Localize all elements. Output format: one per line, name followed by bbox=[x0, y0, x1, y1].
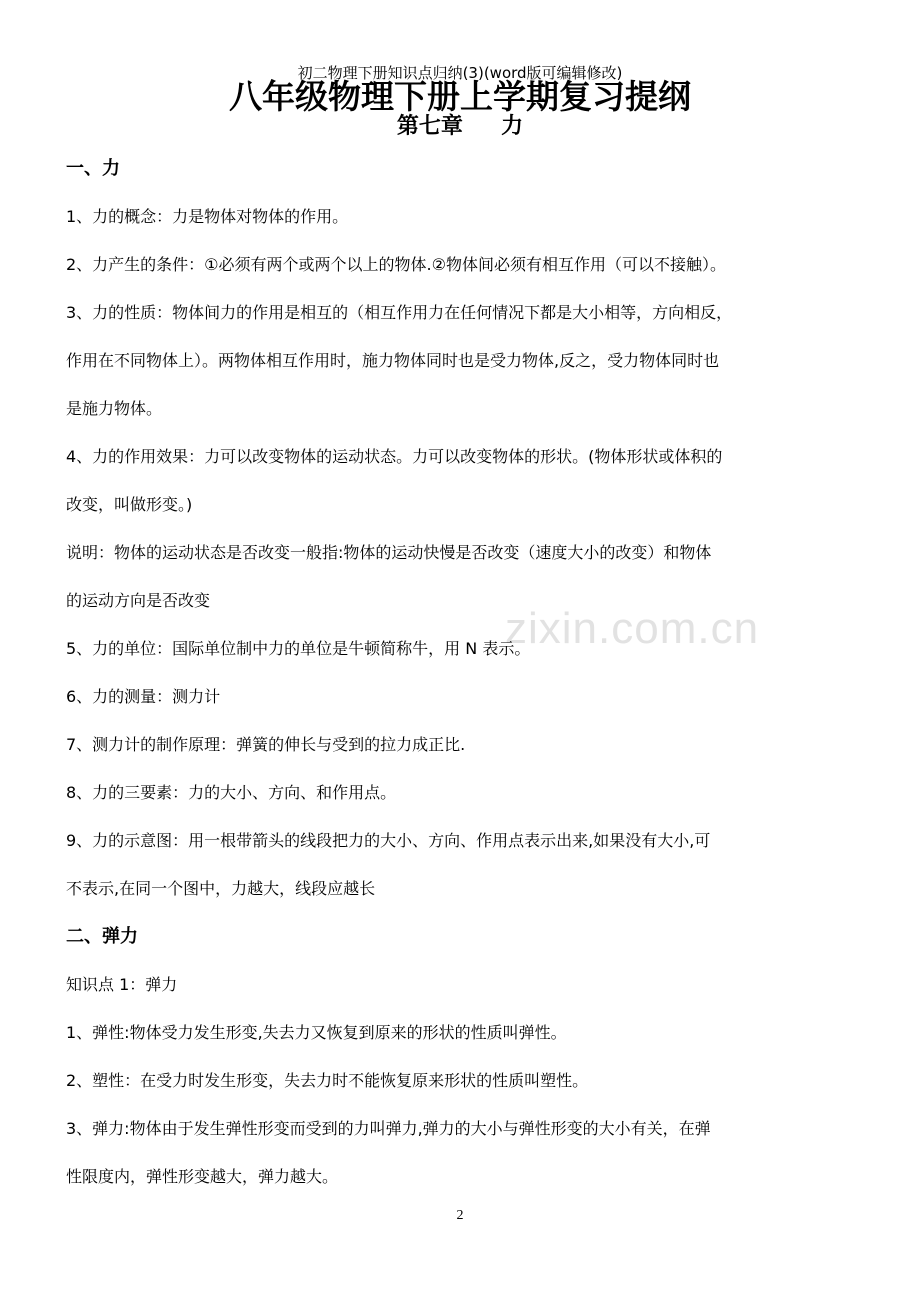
paragraph bbox=[66, 193, 858, 241]
paragraph-line: 4、力的作用效果：力可以改变物体的运动状态。力可以改变物体的形状。(物体形状或体积的 bbox=[66, 447, 723, 466]
paragraph bbox=[66, 673, 858, 721]
paragraph-line: 1、力的概念：力是物体对物体的作用。 bbox=[66, 207, 349, 226]
document-body bbox=[66, 145, 858, 1201]
paragraph-line: 改变，叫做形变。) bbox=[66, 495, 193, 514]
watermark-text: zixin.com.cn bbox=[505, 604, 760, 653]
paragraph-line: 性限度内，弹性形变越大，弹力越大。 bbox=[66, 1167, 339, 1186]
paragraph bbox=[66, 1105, 858, 1201]
paragraph-line: 5、力的单位：国际单位制中力的单位是牛顿简称牛，用 N 表示。 bbox=[66, 639, 531, 658]
paragraph-line: 2、塑性：在受力时发生形变，失去力时不能恢复原来形状的性质叫塑性。 bbox=[66, 1071, 589, 1090]
paragraph bbox=[66, 529, 858, 625]
paragraph-line: 说明：物体的运动状态是否改变一般指:物体的运动快慢是否改变（速度大小的改变）和物体 bbox=[66, 543, 712, 562]
paragraph-line: 不表示,在同一个图中，力越大，线段应越长 bbox=[66, 879, 376, 898]
paragraph-line: 3、弹力:物体由于发生弹性形变而受到的力叫弹力,弹力的大小与弹性形变的大小有关，在弹 bbox=[66, 1119, 711, 1138]
paragraph bbox=[66, 289, 858, 433]
paragraph-line: 是施力物体。 bbox=[66, 399, 163, 418]
paragraph-line: 9、力的示意图：用一根带箭头的线段把力的大小、方向、作用点表示出来,如果没有大小,可 bbox=[66, 831, 711, 850]
section-heading: 一、力 bbox=[66, 158, 120, 179]
paragraph-line: 知识点 1：弹力 bbox=[66, 975, 178, 994]
paragraph-line: 3、力的性质：物体间力的作用是相互的（相互作用力在任何情况下都是大小相等，方向相反， bbox=[66, 303, 733, 322]
paragraph bbox=[66, 1009, 858, 1057]
paragraph bbox=[66, 961, 858, 1009]
paragraph bbox=[66, 625, 858, 673]
paragraph bbox=[66, 721, 858, 769]
paragraph-line: 的运动方向是否改变 bbox=[66, 591, 211, 610]
paragraph bbox=[66, 1057, 858, 1105]
chapter-title: 第七章 力 bbox=[396, 114, 524, 139]
paragraph-line: 1、弹性:物体受力发生形变,失去力又恢复到原来的形状的性质叫弹性。 bbox=[66, 1023, 567, 1042]
file-title: 初二物理下册知识点归纳(3)(word版可编辑修改) bbox=[297, 64, 623, 82]
paragraph bbox=[66, 817, 858, 913]
paragraph-line: 8、力的三要素：力的大小、方向、和作用点。 bbox=[66, 783, 397, 802]
section-heading: 二、弹力 bbox=[66, 926, 138, 947]
paragraph-line: 7、测力计的制作原理：弹簧的伸长与受到的拉力成正比. bbox=[66, 735, 466, 754]
paragraph bbox=[66, 433, 858, 529]
paragraph-line: 2、力产生的条件：①必须有两个或两个以上的物体.②物体间必须有相互作用（可以不接触）。 bbox=[66, 255, 726, 274]
paragraph bbox=[66, 769, 858, 817]
paragraph-line: 作用在不同物体上）。两物体相互作用时，施力物体同时也是受力物体,反之，受力物体同时也 bbox=[66, 351, 720, 370]
paragraph-line: 6、力的测量：测力计 bbox=[66, 687, 221, 706]
page-number: 2 bbox=[456, 1208, 464, 1223]
paragraph bbox=[66, 241, 858, 289]
document-title: 八年级物理下册上学期复习提纲 bbox=[229, 77, 691, 116]
